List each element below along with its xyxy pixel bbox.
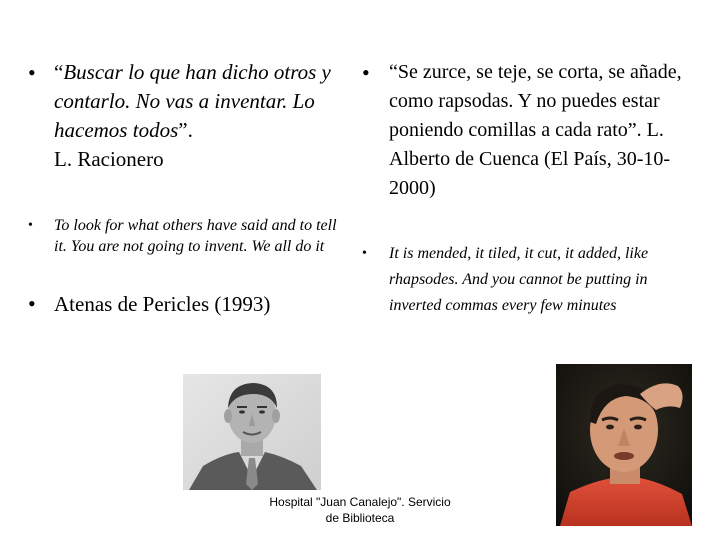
footer-line-2: de Biblioteca: [325, 511, 395, 525]
bullet-icon: •: [362, 60, 370, 85]
bullet-icon: •: [28, 218, 33, 233]
quote-racionero-author: L. Racionero: [54, 147, 164, 171]
source-citation-text: Atenas de Pericles (1993): [54, 292, 271, 316]
bullet-icon: •: [362, 246, 367, 261]
quote-racionero-body: Buscar lo que han dicho otros y contarlo. No vas a inventar. Lo hacemos todos: [54, 60, 331, 142]
photo-cuenca: [556, 364, 692, 526]
footer-line-1: Hospital "Juan Canalejo". Servicio: [269, 495, 451, 509]
quote-cuenca-text: “Se zurce, se teje, se corta, se añade, como rapsodas. Y no puedes estar poniendo comillas a cada rato”. L. Alberto de Cuenca (El País, 30-10-2000): [389, 61, 682, 199]
translation-racionero-text: To look for what others have said and to tell it. You are not going to invent. We all do it: [54, 217, 337, 255]
translation-cuenca-text: It is mended, it tiled, it cut, it added, like rhapsodes. And you cannot be putting in inverted commas every few minutes: [389, 245, 649, 314]
quote-racionero: [28, 58, 348, 174]
quote-close-mark: ”.: [178, 118, 193, 142]
portrait-racionero-image: [183, 374, 321, 490]
translation-cuenca: [362, 241, 702, 319]
portrait-cuenca-image: [556, 364, 692, 526]
source-citation: [28, 290, 348, 318]
quote-cuenca: [362, 58, 702, 203]
translation-racionero: [28, 215, 348, 257]
quote-racionero-text: [54, 58, 348, 174]
bullet-icon: •: [28, 60, 36, 85]
photo-racionero: [183, 374, 321, 490]
bullet-icon: •: [28, 291, 36, 316]
quote-open-mark: “: [54, 60, 64, 84]
footer-credit: [235, 494, 485, 526]
